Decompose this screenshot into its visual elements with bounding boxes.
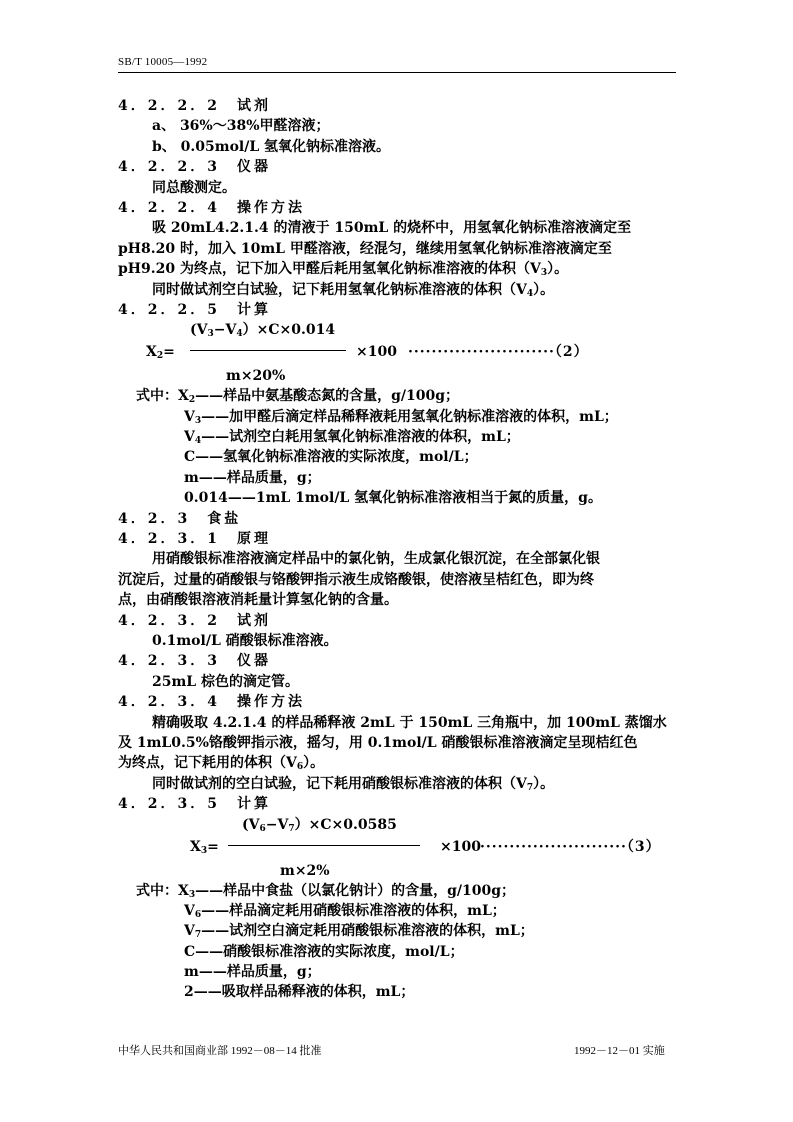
where-c: C——氢氧化钠标准溶液的实际浓度，mol/L； <box>184 449 478 466</box>
document-number: SB/T 10005—1992 <box>118 56 208 68</box>
principle-line-3: 点，由硝酸银溶液消耗量计算氢化钠的含量。 <box>118 592 398 609</box>
approval-note: 中华人民共和国商业部 1992－08－14 批准 <box>118 1045 322 1057</box>
reagent-a: a、 36%～38%甲醛溶液； <box>152 118 330 135</box>
formula-2-leader: ·························（2） <box>408 344 589 361</box>
where-x3: 式中：$X_3——$样品中食盐（以氯化钠计）的含量，g/100g； <box>136 882 516 900</box>
section-4-2-3-2-heading: 4．2．3．2 试剂 <box>118 612 271 629</box>
page-body <box>118 96 678 1003</box>
formula-3-numerator: $(V_6-V_7)\times C\times 0.0585$ <box>242 816 397 834</box>
principle-line-2: 沉淀后，过量的硝酸银与铬酸钾指示液生成铬酸银，使溶液呈桔红色，即为终 <box>118 571 594 588</box>
apparatus-text: 同总酸测定。 <box>152 179 236 196</box>
formula-2-multiplier: ×100 <box>356 344 397 361</box>
where-0-014: 0.014——1mL 1mol/L 氢氧化钠标准溶液相当于氮的质量，g。 <box>184 490 602 507</box>
formula-2-denominator: m×20% <box>226 368 286 385</box>
where-v3: $V_3——$加甲醛后滴定样品稀释液耗用氢氧化钠标准溶液的体积，mL； <box>184 408 618 426</box>
formula-3-denominator: m×2% <box>280 862 330 879</box>
formula-3 <box>118 815 678 881</box>
apparatus-burette: 25mL 棕色的滴定管。 <box>152 673 300 690</box>
procedure-line-3: pH9.20 为终点，记下加入甲醛后耗用氢氧化钠标准溶液的体积$(V_3)$。 <box>118 261 569 279</box>
formula-3-lhs: $X_3=$ <box>190 838 219 856</box>
where-v6: $V_6——$样品滴定耗用硝酸银标准溶液的体积，mL； <box>184 902 506 920</box>
where-m-2: m——样品质量，g； <box>184 964 321 981</box>
formula-2-numerator: $(V_3-V_4)\times C\times 0.014$ <box>190 322 336 340</box>
section-4-2-2-2-heading: 4．2．2．2 试剂 <box>118 98 271 114</box>
where-m: m——样品质量，g； <box>184 469 321 486</box>
procedure2-line-2: 及 1mL0.5%铬酸钾指示液，摇匀，用 0.1mol/L 硝酸银标准溶液滴定呈现桔红色 <box>118 734 638 751</box>
procedure2-line-3: 为终点，记下耗用的体积$(V_6)$。 <box>118 755 325 773</box>
section-4-2-2-5-heading: 4．2．2．5 计算 <box>118 301 271 318</box>
formula-2 <box>118 320 678 386</box>
formula-2-fraction-bar <box>190 350 346 351</box>
where-x2: 式中：$X_2——$样品中氨基酸态氮的含量，g/100g； <box>136 388 460 406</box>
where-v7: $V_7——$试剂空白滴定耗用硝酸银标准溶液的体积，mL； <box>184 923 534 941</box>
reagent-silver-nitrate: 0.1mol/L 硝酸银标准溶液。 <box>152 632 338 649</box>
formula-3-multiplier: ×100 <box>440 838 481 855</box>
section-4-2-2-3-heading: 4．2．2．3 仪器 <box>118 159 271 176</box>
header-rule <box>118 72 676 73</box>
procedure2-line-1: 精确吸取 4.2.1.4 的样品稀释液 2mL 于 150mL 三角瓶中，加 100mL 蒸馏水 <box>152 714 667 731</box>
formula-2-lhs: $X_2=$ <box>146 344 175 362</box>
where-v4: $V_4——$试剂空白耗用氢氧化钠标准溶液的体积，mL； <box>184 429 520 447</box>
where-c-2: C——硝酸银标准溶液的实际浓度，mol/L； <box>184 943 464 960</box>
procedure-line-2: pH8.20 时，加入 10mL 甲醛溶液，经混匀，继续用氢氧化钠标准溶液滴定至 <box>118 240 612 257</box>
section-4-2-3-5-heading: 4．2．3．5 计算 <box>118 796 271 813</box>
section-4-2-2-4-heading: 4．2．2．4 操作方法 <box>118 199 305 216</box>
formula-3-fraction-bar <box>228 845 420 846</box>
section-4-2-3-3-heading: 4．2．3．3 仪器 <box>118 653 271 670</box>
procedure-line-4: 同时做试剂空白试验，记下耗用氢氧化钠标准溶液的体积$(V_4)$。 <box>152 281 555 299</box>
effective-date: 1992－12－01 实施 <box>574 1045 665 1057</box>
where-2: 2——吸取样品稀释液的体积，mL； <box>184 984 415 1001</box>
section-4-2-3-4-heading: 4．2．3．4 操作方法 <box>118 694 305 711</box>
principle-line-1: 用硝酸银标准溶液滴定样品中的氯化钠，生成氯化银沉淀，在全部氯化银 <box>152 551 600 568</box>
formula-3-leader: ·························（3） <box>480 838 661 855</box>
reagent-b: b、 0.05mol/L 氢氧化钠标准溶液。 <box>152 138 391 155</box>
procedure2-line-4: 同时做试剂的空白试验，记下耗用硝酸银标准溶液的体积$(V_7)$。 <box>152 775 555 793</box>
section-4-2-3-heading: 4．2．3 食盐 <box>118 510 242 527</box>
section-4-2-3-1-heading: 4．2．3．1 原理 <box>118 531 271 548</box>
procedure-line-1: 吸 20mL4.2.1.4 的清液于 150mL 的烧杯中，用氢氧化钠标准溶液滴定至 <box>152 220 632 237</box>
